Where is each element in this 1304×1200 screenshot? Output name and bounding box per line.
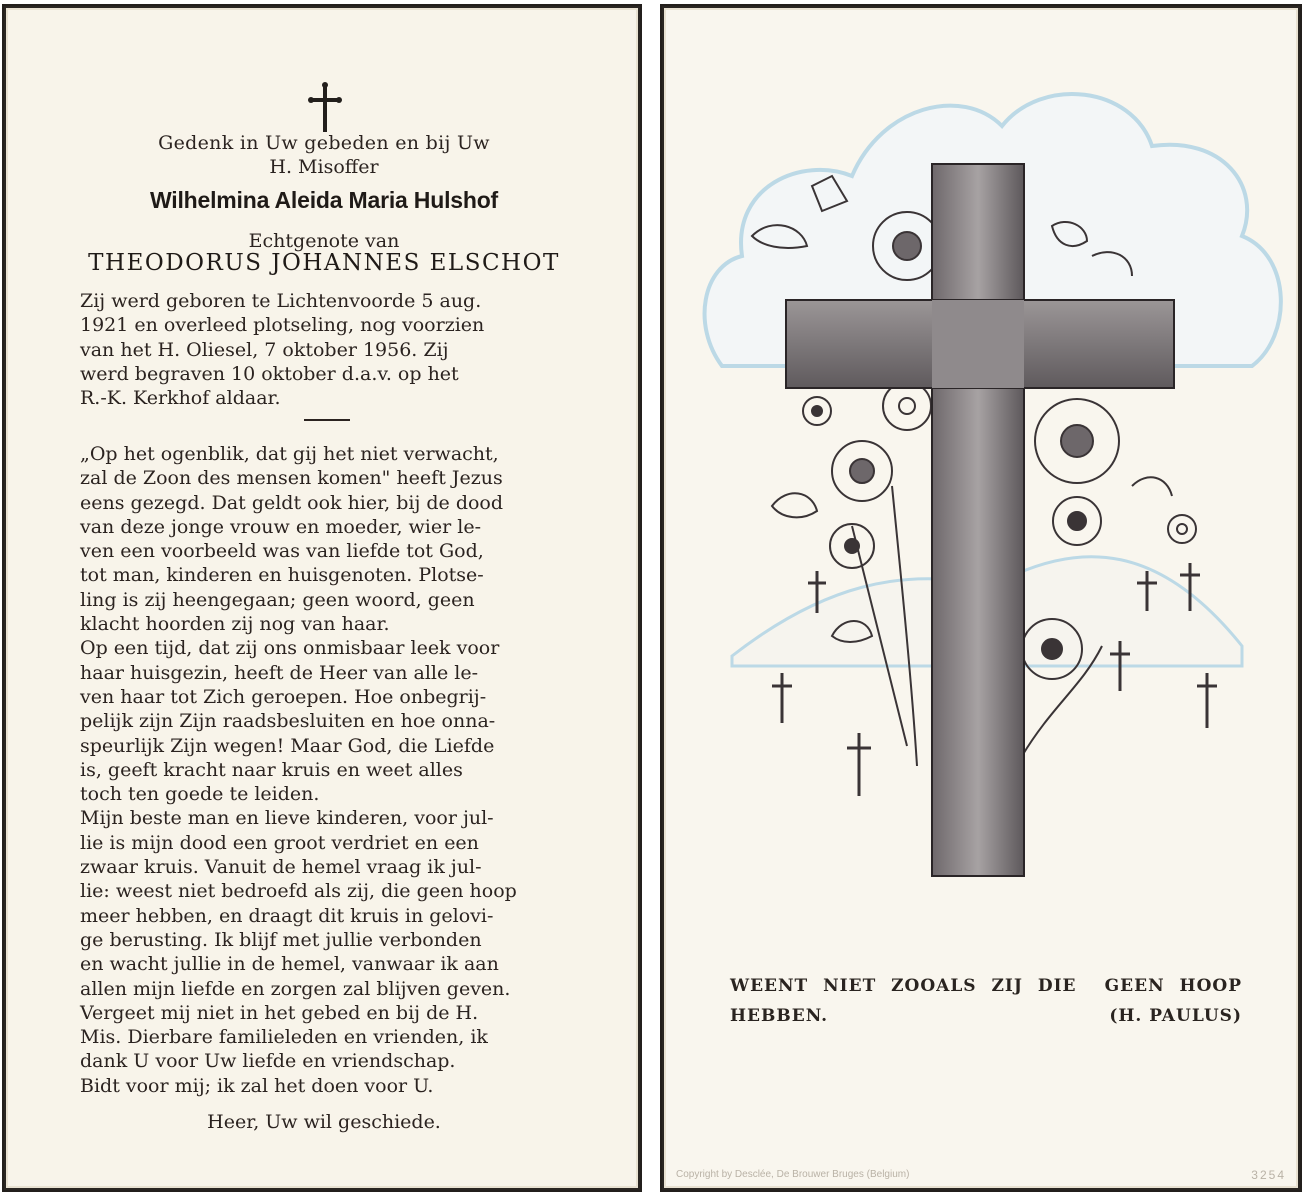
- quote-attribution: (H. PAULUS): [1109, 1006, 1242, 1026]
- closing-prayer: Heer, Uw wil geschiede.: [207, 1111, 441, 1133]
- memorial-line: allen mijn liefde en zorgen zal blijven geven.: [80, 977, 511, 1000]
- right-card: [660, 4, 1302, 1192]
- small-cross-icon: [307, 82, 343, 134]
- quote-line2-left: HEBBEN.: [730, 1006, 829, 1026]
- biography-line: 1921 en overleed plotseling, nog voorzien: [80, 314, 485, 337]
- memorial-line: zwaar kruis. Vanuit de hemel vraag ik jul-: [80, 856, 482, 879]
- intro-line-1: Gedenk in Uw gebeden en bij Uw: [158, 132, 490, 154]
- scripture-quote-line-2: [730, 1006, 1242, 1026]
- copyright-notice: Copyright by Desclée, De Brouwer Bruges (Belgium): [676, 1169, 910, 1180]
- memorial-line: klacht hoorden zij nog van haar.: [80, 613, 390, 636]
- memorial-line: en wacht jullie in de hemel, vanwaar ik aan: [80, 953, 499, 976]
- biography-text: [80, 289, 574, 410]
- memorial-line: ven haar tot Zich geroepen. Hoe onbegrij-: [80, 685, 487, 708]
- cross-illustration: [662, 66, 1304, 896]
- memorial-line: ven een voorbeeld was van liefde tot God,: [80, 540, 484, 563]
- memorial-line: tot man, kinderen en huisgenoten. Plotse-: [80, 564, 484, 587]
- memorial-line: is, geeft kracht naar kruis en weet alles: [80, 758, 463, 781]
- memorial-line: „Op het ogenblik, dat gij het niet verwacht,: [80, 443, 499, 465]
- intro-line-2: H. Misoffer: [269, 156, 379, 178]
- memorial-line: haar huisgezin, heeft de Heer van alle le-: [80, 661, 479, 684]
- memorial-paragraph: [80, 636, 574, 806]
- memorial-line: Mijn beste man en lieve kinderen, voor jul-: [80, 807, 494, 830]
- memorial-line: toch ten goede te leiden.: [80, 783, 320, 806]
- memorial-line: eens gezegd. Dat geldt ook hier, bij de dood: [80, 491, 504, 514]
- spouse-name: THEODORUS JOHANNES ELSCHOT: [88, 250, 560, 276]
- memorial-line: Op een tijd, dat zij ons onmisbaar leek voor: [80, 637, 500, 660]
- biography-line: van het H. Oliesel, 7 oktober 1956. Zij: [80, 338, 449, 361]
- memorial-line: ling is zij heengegaan; geen woord, geen: [80, 588, 475, 611]
- memorial-line: dank U voor Uw liefde en vriendschap.: [80, 1050, 456, 1073]
- memorial-line: lie: weest niet bedroefd als zij, die geen hoop: [80, 880, 517, 903]
- memorial-line: Vergeet mij niet in het gebed en bij de H.: [80, 1001, 479, 1024]
- memorial-paragraph: [80, 442, 574, 636]
- scripture-quote-line-1: [730, 976, 1242, 996]
- memorial-line: zal de Zoon des mensen komen" heeft Jezus: [80, 467, 503, 490]
- biography-line: werd begraven 10 oktober d.a.v. op het: [80, 362, 459, 385]
- divider: [304, 419, 350, 421]
- memorial-line: ge berusting. Ik blijf met jullie verbonden: [80, 928, 482, 951]
- memorial-text: [80, 442, 574, 1098]
- card-number: 3254: [1251, 1168, 1286, 1182]
- biography-line: Zij werd geboren te Lichtenvoorde 5 aug.: [80, 290, 482, 312]
- memorial-line: Mis. Dierbare familieleden en vrienden, ik: [80, 1026, 488, 1049]
- left-card: [2, 4, 642, 1192]
- memorial-line: pelijk zijn Zijn raadsbesluiten en hoe onna-: [80, 710, 496, 733]
- memorial-paragraph: [80, 806, 574, 1098]
- deceased-name: Wilhelmina Aleida Maria Hulshof: [149, 187, 499, 213]
- quote-line1-right: GEEN HOOP: [1104, 976, 1242, 996]
- memorial-line: meer hebben, en draagt dit kruis in gelovi-: [80, 904, 494, 927]
- spouse-label: Echtgenote van: [248, 230, 400, 252]
- memorial-line: Bidt voor mij; ik zal het doen voor U.: [80, 1074, 434, 1097]
- memorial-line: van deze jonge vrouw en moeder, wier le-: [80, 515, 481, 538]
- biography-line: R.-K. Kerkhof aldaar.: [80, 387, 281, 410]
- memorial-line: speurlijk Zijn wegen! Maar God, die Liefde: [80, 734, 495, 757]
- memorial-line: lie is mijn dood een groot verdriet en een: [80, 831, 479, 854]
- quote-line1-left: WEENT NIET ZOOALS ZIJ DIE: [730, 976, 1077, 996]
